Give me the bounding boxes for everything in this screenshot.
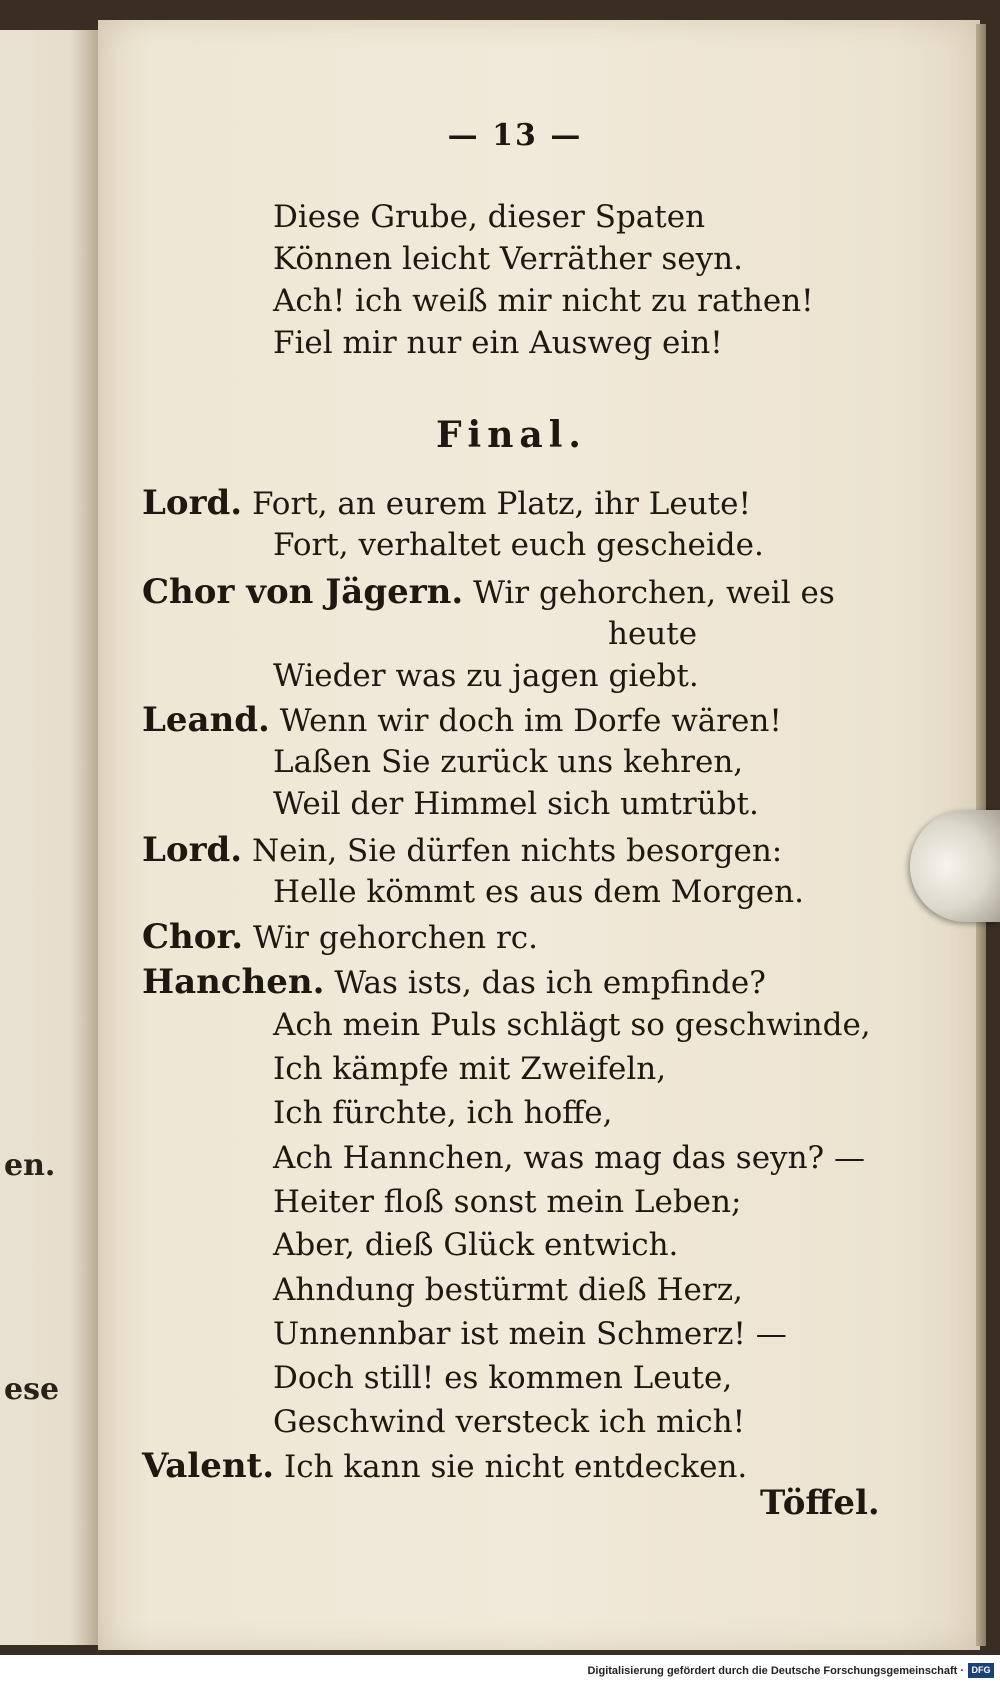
verse-line: Laßen Sie zurück uns kehren, bbox=[273, 744, 744, 780]
left-fragment: en. bbox=[4, 1148, 56, 1183]
left-fragment: ese bbox=[4, 1372, 60, 1407]
catchword: Töffel. bbox=[760, 1483, 880, 1523]
verse-line: Chor. Wir gehorchen rc. bbox=[142, 917, 539, 957]
verse-line: Leand. Wenn wir doch im Dorfe wären! bbox=[142, 700, 782, 740]
verse-line: Aber, dieß Glück entwich. bbox=[273, 1227, 679, 1263]
verse-line: Doch still! es kommen Leute, bbox=[273, 1360, 733, 1396]
speaker-name: Chor. bbox=[142, 917, 244, 957]
verse-line: Hanchen. Was ists, das ich empfinde? bbox=[142, 962, 766, 1002]
dfg-logo: DFG bbox=[968, 1663, 994, 1678]
page-number-value: 13 bbox=[492, 118, 538, 153]
verse-line: Ach! ich weiß mir nicht zu rathen! bbox=[273, 283, 814, 319]
verse-line: heute bbox=[608, 616, 698, 652]
verse-line: Ich kämpfe mit Zweifeln, bbox=[273, 1051, 667, 1087]
verse-line: Valent. Ich kann sie nicht entdecken. bbox=[142, 1446, 748, 1486]
verse-line: Chor von Jägern. Wir gehorchen, weil es bbox=[142, 572, 835, 612]
speaker-name: Valent. bbox=[142, 1446, 275, 1486]
verse-line: Fiel mir nur ein Ausweg ein! bbox=[273, 325, 723, 361]
verse-line: Heiter floß sonst mein Leben; bbox=[273, 1184, 742, 1220]
verse-line: Geschwind versteck ich mich! bbox=[273, 1404, 746, 1440]
page-number-dash-right: — bbox=[537, 118, 583, 153]
page-number bbox=[395, 118, 635, 153]
footer-bar bbox=[0, 1655, 1000, 1688]
page-number-dash-left: — bbox=[447, 118, 493, 153]
verse-line: Diese Grube, dieser Spaten bbox=[273, 199, 706, 235]
verse-line: Helle kömmt es aus dem Morgen. bbox=[273, 874, 804, 910]
speaker-name: Chor von Jägern. bbox=[142, 572, 464, 612]
verse-line: Unnennbar ist mein Schmerz! — bbox=[273, 1316, 787, 1352]
verse-line: Ahndung bestürmt dieß Herz, bbox=[273, 1272, 743, 1308]
speaker-name: Lord. bbox=[142, 830, 243, 870]
speaker-name: Leand. bbox=[142, 700, 270, 740]
verse-line: Ach mein Puls schlägt so geschwinde, bbox=[273, 1007, 871, 1043]
verse-line: Können leicht Verräther seyn. bbox=[273, 241, 743, 277]
speaker-name: Lord. bbox=[142, 483, 243, 523]
verse-line: Wieder was zu jagen giebt. bbox=[273, 658, 699, 694]
verse-line: Weil der Himmel sich umtrübt. bbox=[273, 786, 759, 822]
verse-line: Ach Hannchen, was mag das seyn? — bbox=[273, 1140, 866, 1176]
verse-line: Ich fürchte, ich hoffe, bbox=[273, 1095, 613, 1131]
speaker-name: Hanchen. bbox=[142, 962, 325, 1002]
verse-line: Fort, verhaltet euch gescheide. bbox=[273, 527, 764, 563]
verse-line: Lord. Nein, Sie dürfen nichts besorgen: bbox=[142, 830, 783, 870]
digitization-credit: Digitalisierung gefördert durch die Deutsche Forschungsgemeinschaft · bbox=[587, 1665, 964, 1677]
verse-line: Lord. Fort, an eurem Platz, ihr Leute! bbox=[142, 483, 751, 523]
section-heading: Final. bbox=[436, 414, 587, 456]
